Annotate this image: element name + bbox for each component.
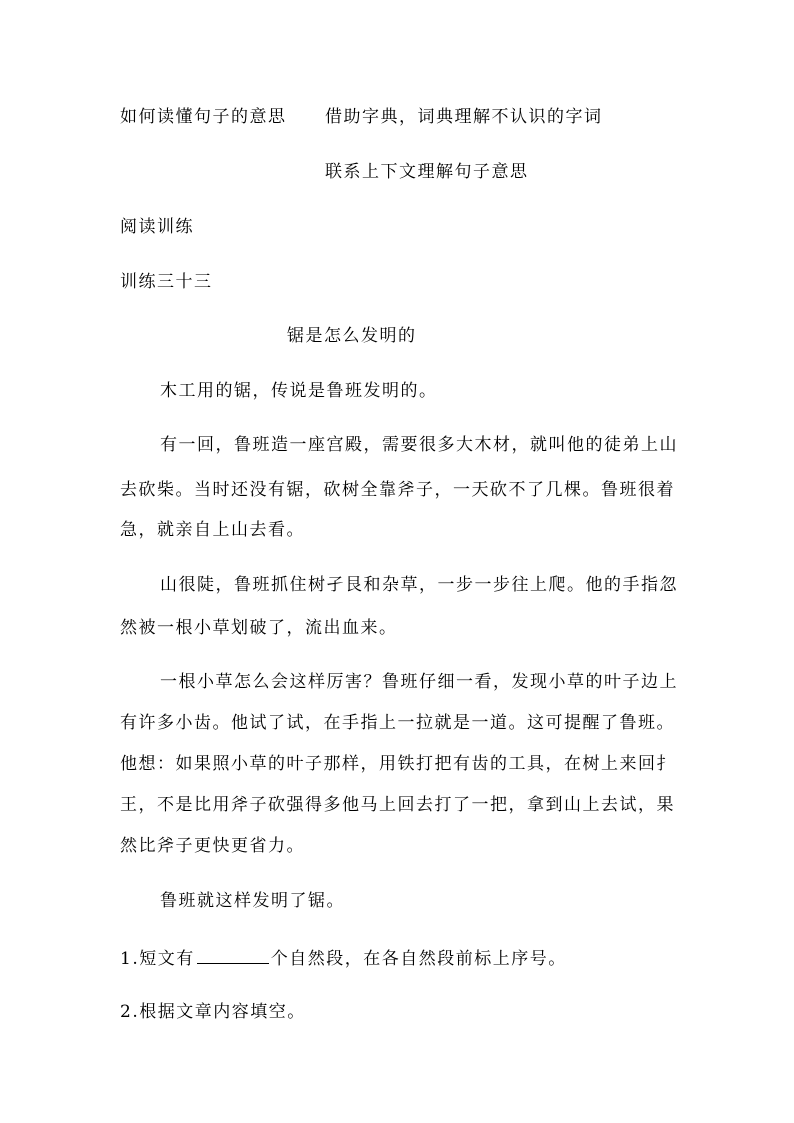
paragraph-4-line-5: 然比斧子更快更省力。 (120, 836, 305, 856)
paragraph-4-line-2: 有许多小齿。他试了试，在手指上一拉就是一道。这可提醒了鲁班。 (120, 713, 675, 733)
paragraph-3-line-2: 然被一根小草划破了，流出血来。 (120, 618, 398, 638)
paragraph-1-line-1: 木工用的锯，传说是鲁班发明的。 (160, 381, 438, 401)
question-1-suffix: 个自然段，在各自然段前标上序号。 (270, 949, 567, 969)
paragraph-4-line-4: 王，不是比用斧子砍强得多他马上回去打了一把，拿到山上去试，果 (120, 795, 675, 815)
paragraph-2-line-1: 有一回，鲁班造一座宫殿，需要很多大木材，就叫他的徒弟上山 (160, 435, 678, 455)
question-1 (120, 947, 567, 967)
paragraph-4-line-3: 他想：如果照小草的叶子那样，用铁打把有齿的工具，在树上来回扌 (120, 754, 675, 774)
section-title: 阅读训练 (120, 217, 194, 237)
reading-method-label: 如何读懂句子的意思 (120, 107, 287, 127)
paragraph-4-line-1: 一根小草怎么会这样厉害？鲁班仔细一看，发现小草的叶子边上 (160, 672, 678, 692)
article-title: 锯是怎么发明的 (287, 326, 417, 346)
reading-method-1: 借助字典，词典理解不认识的字词 (325, 107, 603, 127)
paragraph-5-line-1: 鲁班就这样发明了锯。 (160, 891, 345, 911)
reading-method-2: 联系上下文理解句子意思 (325, 162, 529, 182)
question-2: 2.根据文章内容填空。 (120, 1002, 306, 1022)
paragraph-2-line-3: 急，就亲自上山去看。 (120, 520, 305, 540)
paragraph-3-line-1: 山很陡，鲁班抓住树孑艮和杂草，一步一步往上爬。他的手指忽 (160, 575, 678, 595)
paragraph-2-line-2: 去砍柴。当时还没有锯，砍树全靠斧子，一天砍不了几棵。鲁班很着 (120, 480, 675, 500)
question-1-blank (197, 947, 269, 964)
question-1-prefix: 1.短文有 (120, 949, 195, 969)
exercise-title: 训练三十三 (120, 272, 213, 292)
